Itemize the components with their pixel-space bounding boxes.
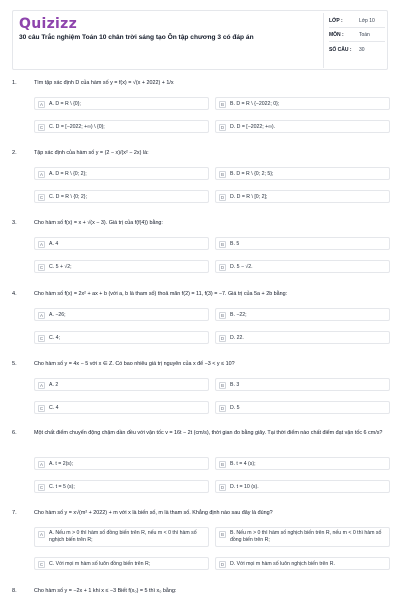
- option-letter-badge: B: [220, 312, 224, 318]
- question-text: Tập xác định của hàm số y = (2 − x)/(x² − 2x) là:: [34, 150, 149, 156]
- meta-subject-label: MÔN :: [329, 32, 344, 38]
- option-d[interactable]: [215, 120, 390, 133]
- option-text: A. 4: [49, 241, 59, 247]
- option-text: B. −22;: [230, 312, 247, 318]
- option-c[interactable]: [34, 480, 209, 493]
- question-text: Cho hàm số y = 4x − 5 với x ∈ Z. Có bao nhiêu giá trị nguyên của x để −3 < y ≤ 10?: [34, 361, 235, 367]
- option-letter-badge: C: [39, 484, 44, 490]
- option-letter-badge: D: [220, 484, 225, 490]
- meta-class-value: Lớp 10: [359, 18, 375, 24]
- option-text: D. D = R \ [0; 2];: [230, 194, 268, 200]
- option-b[interactable]: [215, 308, 390, 321]
- option-letter-badge: B: [220, 461, 224, 467]
- meta-class-label: LỚP :: [329, 18, 343, 24]
- option-text: C. Với mọi m hàm số luôn đồng biến trên R;: [49, 561, 151, 567]
- option-b[interactable]: [215, 167, 390, 180]
- option-letter-badge: A: [39, 171, 43, 177]
- option-text: B. t = 4 (s);: [230, 461, 256, 467]
- option-c[interactable]: [34, 331, 209, 344]
- option-text: C. 4;: [49, 335, 60, 341]
- quizizz-logo[interactable]: Quizizz: [19, 16, 78, 32]
- option-text: B. 3: [230, 382, 240, 388]
- option-letter-badge: A: [39, 312, 43, 318]
- option-d[interactable]: [215, 557, 390, 570]
- option-letter-badge: B: [220, 171, 224, 177]
- option-c[interactable]: [34, 557, 209, 570]
- option-c[interactable]: [34, 401, 209, 414]
- option-b[interactable]: [215, 457, 390, 470]
- question-4: [12, 291, 392, 347]
- meta-divider: [323, 13, 324, 68]
- option-a[interactable]: [34, 237, 209, 250]
- option-a[interactable]: [34, 378, 209, 391]
- option-letter-badge: A: [39, 101, 43, 107]
- option-d[interactable]: [215, 190, 390, 203]
- option-text: D. 22.: [230, 335, 244, 341]
- option-letter-badge: D: [220, 561, 225, 567]
- option-text: A. t = 2(s);: [49, 461, 74, 467]
- option-text: B. 5: [230, 241, 240, 247]
- option-letter-badge: A: [39, 461, 43, 467]
- option-letter-badge: A: [39, 241, 43, 247]
- option-b[interactable]: [215, 527, 390, 547]
- question-number: 8.: [12, 588, 17, 594]
- option-letter-badge: C: [39, 335, 44, 341]
- option-letter-badge: D: [220, 194, 225, 200]
- question-text: Cho hàm số y = x√(m² + 2022) + m với x là biến số, m là tham số. Khẳng định nào sau đây là đúng?: [34, 510, 273, 516]
- question-number: 4.: [12, 291, 17, 297]
- option-letter-badge: B: [220, 101, 224, 107]
- option-letter-badge: C: [39, 405, 44, 411]
- question-1: [12, 80, 392, 136]
- question-number: 1.: [12, 80, 17, 86]
- question-text: Cho hàm số f(x) = 2x² + ax + b (với a, b là tham số) thoả mãn f(2) = 11, f(3) = −7. Giá trị của 5a + 2b bằng:: [34, 291, 288, 297]
- option-text: D. D = [−2022; +∞).: [230, 124, 276, 130]
- option-letter-badge: C: [39, 561, 44, 567]
- question-8: [12, 588, 392, 600]
- question-number: 3.: [12, 220, 17, 226]
- meta-subject: [329, 29, 385, 42]
- question-text: Cho hàm số f(x) = x + √(x − 3). Giá trị của f(f(4)) bằng:: [34, 220, 163, 226]
- question-number: 7.: [12, 510, 17, 516]
- question-6: [12, 430, 392, 496]
- question-number: 2.: [12, 150, 17, 156]
- option-text: D. Với mọi m hàm số luôn nghịch biến trên R.: [230, 561, 335, 567]
- meta-subject-value: Toán: [359, 32, 370, 38]
- option-letter-badge: D: [220, 405, 225, 411]
- option-d[interactable]: [215, 260, 390, 273]
- option-a[interactable]: [34, 308, 209, 321]
- option-text: A. Nếu m > 0 thì hàm số đồng biến trên R, nếu m < 0 thì hàm số nghịch biến trên R;: [49, 530, 197, 543]
- question-number: 6.: [12, 430, 17, 436]
- option-letter-badge: A: [39, 531, 43, 537]
- question-number: 5.: [12, 361, 17, 367]
- option-text: B. D = R \ {−2022; 0};: [230, 101, 280, 107]
- option-letter-badge: D: [220, 264, 225, 270]
- option-d[interactable]: [215, 480, 390, 493]
- question-2: [12, 150, 392, 206]
- meta-count-value: 30: [359, 47, 365, 53]
- option-letter-badge: C: [39, 194, 44, 200]
- option-c[interactable]: [34, 120, 209, 133]
- meta-class: [329, 15, 385, 28]
- option-text: A. −26;: [49, 312, 66, 318]
- option-text: C. D = R \ {0; 2};: [49, 194, 87, 200]
- option-letter-badge: C: [39, 264, 44, 270]
- option-letter-badge: D: [220, 124, 225, 130]
- option-a[interactable]: [34, 527, 209, 547]
- option-letter-badge: B: [220, 382, 224, 388]
- option-letter-badge: A: [39, 382, 43, 388]
- option-text: C. D = [−2022; +∞) \ {0};: [49, 124, 105, 130]
- option-c[interactable]: [34, 190, 209, 203]
- option-text: B. Nếu m > 0 thì hàm số nghịch biến trên R, nếu m < 0 thì hàm số đồng biến trên R;: [230, 530, 382, 543]
- question-text: Cho hàm số y = −2x + 1 khi x ≤ −3 Biết f(x₀) = 5 thì x₀ bằng:: [34, 588, 177, 594]
- question-5: [12, 361, 392, 417]
- meta-question-count: [329, 44, 385, 57]
- option-text: A. D = R \ {0; 2};: [49, 171, 87, 177]
- question-3: [12, 220, 392, 276]
- option-b[interactable]: [215, 378, 390, 391]
- option-b[interactable]: [215, 97, 390, 110]
- option-text: B. D = R \ {0; 2; 5};: [230, 171, 274, 177]
- option-letter-badge: B: [220, 531, 224, 537]
- option-c[interactable]: [34, 260, 209, 273]
- option-d[interactable]: [215, 401, 390, 414]
- option-a[interactable]: [34, 167, 209, 180]
- option-text: A. 2: [49, 382, 59, 388]
- question-text: Tìm tập xác định D của hàm số y = f(x) = √(x + 2022) + 1/x: [34, 80, 174, 86]
- page-title: 30 câu Trắc nghiệm Toán 10 chân trời sáng tạo Ôn tập chương 3 có đáp án: [19, 34, 254, 41]
- meta-count-label: SỐ CÂU :: [329, 47, 352, 53]
- option-text: C. 4: [49, 405, 59, 411]
- question-text: Một chất điểm chuyển động chậm dần đều với vận tốc v = 16t − 2t (cm/s), thời gian đo bằng giây. Tại thời điểm nào chất điểm đạt vận tốc 6 cm/s?: [34, 430, 383, 436]
- question-7: [12, 510, 392, 572]
- option-text: C. t = 5 (s);: [49, 484, 75, 490]
- option-a[interactable]: [34, 97, 209, 110]
- option-letter-badge: B: [220, 241, 224, 247]
- option-a[interactable]: [34, 457, 209, 470]
- option-text: D. 5: [230, 405, 240, 411]
- option-b[interactable]: [215, 237, 390, 250]
- option-text: D. t = 10 (s).: [230, 484, 259, 490]
- option-d[interactable]: [215, 331, 390, 344]
- option-text: A. D = R \ {0};: [49, 101, 81, 107]
- option-text: D. 5 − √2.: [230, 264, 253, 270]
- option-text: C. 5 + √2;: [49, 264, 72, 270]
- worksheet-header: [12, 10, 388, 70]
- option-letter-badge: D: [220, 335, 225, 341]
- option-letter-badge: C: [39, 124, 44, 130]
